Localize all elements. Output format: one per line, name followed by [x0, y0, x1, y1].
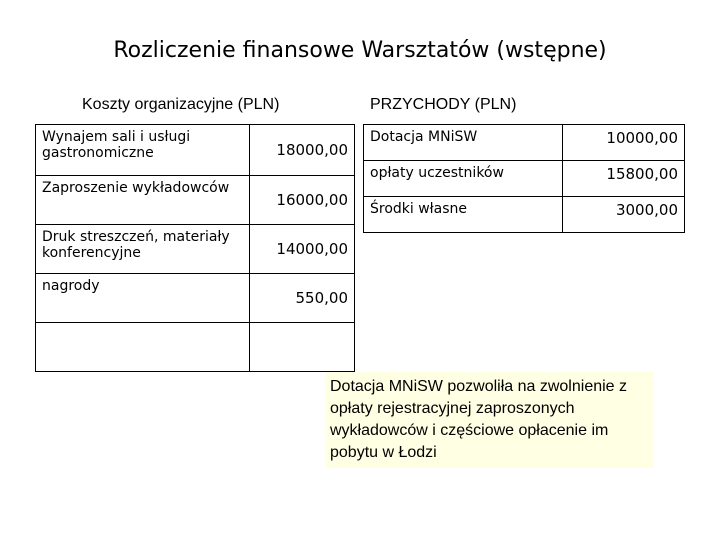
table-row [36, 225, 355, 274]
costs-table [35, 124, 355, 372]
cost-name: Zaproszenie wykładowców [36, 176, 250, 225]
cost-value: 550,00 [250, 274, 355, 323]
income-name: Środki własne [364, 197, 563, 233]
page-title: Rozliczenie finansowe Warsztatów (wstępne) [113, 38, 607, 63]
income-value: 15800,00 [563, 161, 685, 197]
note-box: Dotacja MNiSW pozwoliła na zwolnienie z opłaty rejestracyjnej zaproszonych wykładowców i częściowe opłacenie im pobytu w Łodzi [326, 372, 654, 468]
income-table [363, 124, 685, 233]
cost-name: nagrody [36, 274, 250, 323]
table-row [364, 161, 685, 197]
cost-name: Druk streszczeń, materiały konferencyjne [36, 225, 250, 274]
cost-value: 14000,00 [250, 225, 355, 274]
income-name: Dotacja MNiSW [364, 125, 563, 161]
costs-heading: Koszty organizacyjne (PLN) [82, 96, 280, 113]
income-heading: PRZYCHODY (PLN) [370, 96, 517, 113]
income-name: opłaty uczestników [364, 161, 563, 197]
cost-name: Wynajem sali i usługi gastronomiczne [36, 125, 250, 176]
cost-value: 18000,00 [250, 125, 355, 176]
income-value: 3000,00 [563, 197, 685, 233]
cost-name [36, 323, 250, 372]
table-row [364, 125, 685, 161]
cost-value: 16000,00 [250, 176, 355, 225]
table-row [36, 323, 355, 372]
table-row [364, 197, 685, 233]
income-value: 10000,00 [563, 125, 685, 161]
table-row [36, 125, 355, 176]
cost-value [250, 323, 355, 372]
table-row [36, 176, 355, 225]
table-row [36, 274, 355, 323]
